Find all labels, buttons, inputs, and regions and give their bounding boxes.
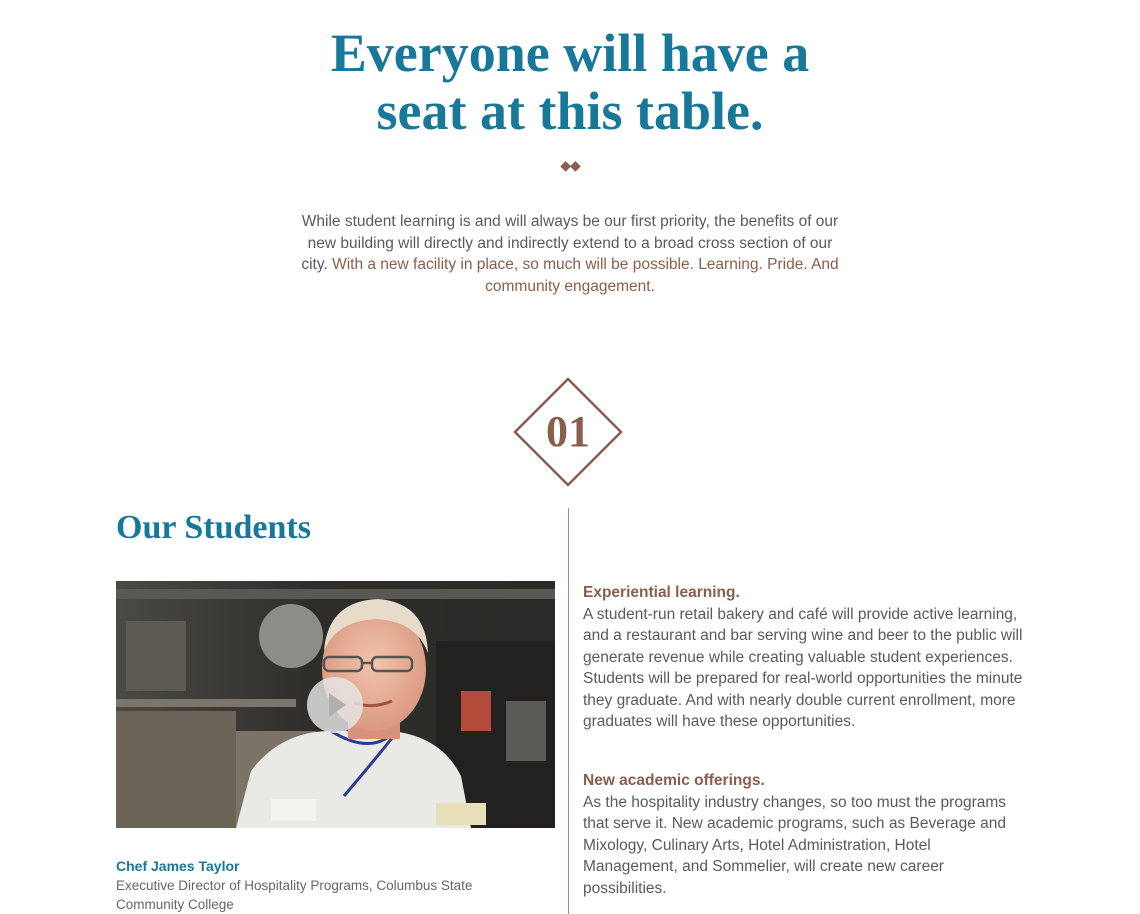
feature-new-academic-offerings	[583, 770, 1028, 899]
intro-highlight: With a new facility in place, so much will be possible. Learning. Pride. And community engagement.	[332, 256, 839, 295]
section-number-badge	[513, 377, 623, 487]
feature-experiential-learning	[583, 582, 1028, 733]
video-player[interactable]	[116, 581, 555, 828]
feature-body: A student-run retail bakery and café will provide active learning, and a restaurant and bar serving wine and beer to the public will generate revenue while creating valuable student experiences. Students will be prepared for real-world opportunities the minute they graduate. And with nearly double current enrollment, more graduates will have these opportunities.	[583, 605, 1023, 730]
section-title: Our Students	[116, 509, 311, 546]
speaker-name: Chef James Taylor	[116, 858, 240, 874]
column-divider	[568, 508, 569, 914]
diamond-ornament-icon: ◆◆	[560, 158, 580, 174]
play-icon	[329, 693, 346, 717]
headline-line-2: seat at this table.	[376, 81, 764, 141]
intro-text: While student learning is and will always be our first priority, the benefits of our new building will directly and indirectly extend to a broad cross section of our city.	[301, 213, 839, 273]
section-number: 01	[546, 407, 590, 456]
speaker-role: Executive Director of Hospitality Programs, Columbus State Community College	[116, 878, 473, 912]
page-headline	[0, 24, 1140, 140]
headline-line-1: Everyone will have a	[330, 23, 810, 83]
feature-body: As the hospitality industry changes, so too must the programs that serve it. New academic programs, such as Beverage and Mixology, Culinary Arts, Hotel Administration, Hotel Management, and Sommelier, will create new career possibilities.	[583, 793, 1007, 897]
play-button[interactable]	[307, 677, 363, 733]
feature-title: New academic offerings.	[583, 772, 765, 789]
feature-title: Experiential learning.	[583, 584, 740, 601]
intro-paragraph	[300, 211, 840, 297]
